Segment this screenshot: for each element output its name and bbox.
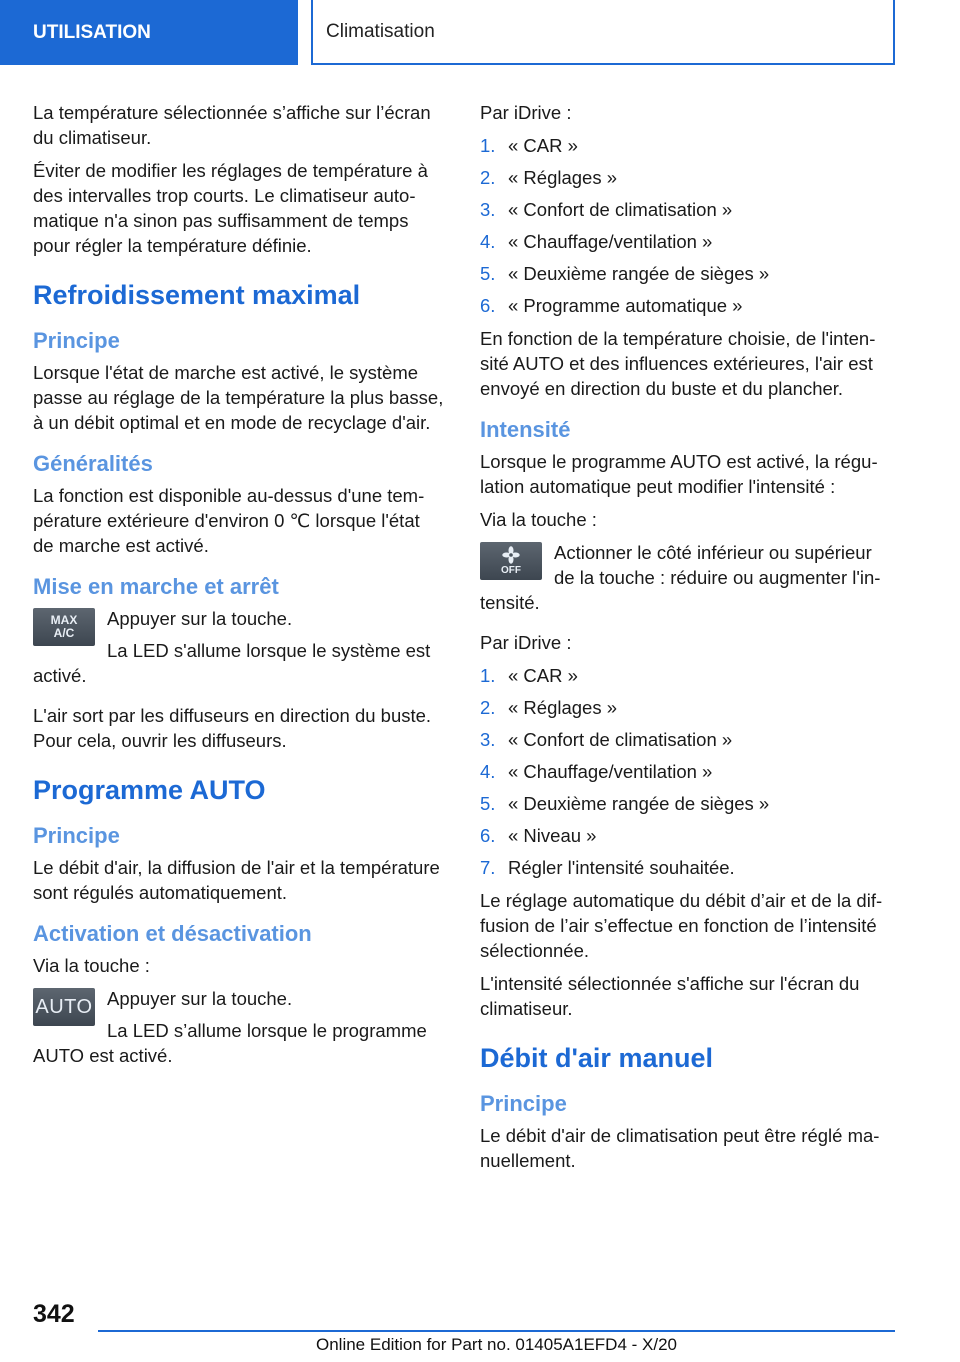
paragraph: La LED s’allume lorsque le programme AUTO est activé. xyxy=(33,1020,427,1066)
paragraph: Lorsque l'état de marche est activé, le système passe au réglage de la température la plus basse, à un débit optimal et en mode de recyclage d'air. xyxy=(33,362,444,433)
step-number: 5. xyxy=(480,263,496,284)
paragraph: Via la touche : xyxy=(33,955,150,976)
section-header xyxy=(0,0,298,65)
paragraph: Appuyer sur la touche. xyxy=(107,988,293,1009)
step-number: 4. xyxy=(480,761,496,782)
step-number: 4. xyxy=(480,231,496,252)
auto-label: AUTO xyxy=(35,995,93,1018)
fan-icon xyxy=(500,546,522,564)
paragraph: Par iDrive : xyxy=(480,632,572,653)
paragraph: Éviter de modifier les réglages de température à des intervalles trop courts. Le climatiseur automatique n'a sinon pas suffisamment de temps pour régler la température définie. xyxy=(33,160,428,256)
list-item xyxy=(480,727,895,752)
step-number: 2. xyxy=(480,697,496,718)
paragraph: La fonction est disponible au-dessus d'une température extérieure d'environ 0 ℃ lorsque l'état de marche est activé. xyxy=(33,485,425,556)
list-item xyxy=(480,759,895,784)
list-item xyxy=(480,229,895,254)
footer-divider xyxy=(98,1330,895,1332)
paragraph: Le débit d'air de climatisation peut être réglé manuellement. xyxy=(480,1125,880,1171)
paragraph: L'air sort par les diffuseurs en direction du buste. Pour cela, ouvrir les diffuseurs. xyxy=(33,705,432,751)
step-text: « Réglages » xyxy=(508,697,618,718)
step-text: « Réglages » xyxy=(508,167,618,188)
paragraph: Lorsque le programme AUTO est activé, la régulation automatique peut modifier l'intensité : xyxy=(480,451,878,497)
step-text: « Deuxième rangée de sièges » xyxy=(508,263,770,284)
step-text: « Confort de climatisation » xyxy=(508,199,733,220)
list-item xyxy=(480,823,895,848)
step-text: « Deuxième rangée de sièges » xyxy=(508,793,770,814)
step-number: 1. xyxy=(480,665,496,686)
max-ac-button-icon xyxy=(33,608,95,646)
paragraph: Le réglage automatique du débit d’air et de la diffusion de l’air s’effectue en fonction de l’intensité sélectionnée. xyxy=(480,890,883,961)
right-column xyxy=(480,100,895,1181)
list-item xyxy=(480,695,895,720)
step-text: « CAR » xyxy=(508,665,578,686)
list-item xyxy=(480,293,895,318)
step-number: 2. xyxy=(480,167,496,188)
step-number: 3. xyxy=(480,199,496,220)
subheading-principe: Principe xyxy=(480,1091,567,1116)
step-text: « CAR » xyxy=(508,135,578,156)
list-item xyxy=(480,791,895,816)
paragraph: L'intensité sélectionnée s'affiche sur l'écran du climatiseur. xyxy=(480,973,860,1019)
list-item xyxy=(480,133,895,158)
paragraph: Appuyer sur la touche. xyxy=(107,608,293,629)
subheading-principe: Principe xyxy=(33,823,120,848)
paragraph: En fonction de la température choisie, de l'intensité AUTO et des influences extérieures, l'air est envoyé en direction du buste et du plancher. xyxy=(480,328,876,399)
list-item xyxy=(480,855,895,880)
subheading-principe: Principe xyxy=(33,328,120,353)
subheading-generalites: Généralités xyxy=(33,451,153,476)
heading-refroidissement: Refroidissement maximal xyxy=(33,280,361,310)
page-number: 342 xyxy=(33,1300,75,1328)
step-text: « Chauffage/ventilation » xyxy=(508,231,713,252)
subheading-mise-en-marche: Mise en marche et arrêt xyxy=(33,574,279,599)
step-number: 3. xyxy=(480,729,496,750)
step-number: 1. xyxy=(480,135,496,156)
left-column xyxy=(33,100,445,1083)
footer-edition: Online Edition for Part no. 01405A1EFD4 - X/20 xyxy=(316,1335,677,1354)
step-text: Régler l'intensité souhaitée. xyxy=(508,857,735,878)
heading-programme-auto: Programme AUTO xyxy=(33,775,266,805)
paragraph: Par iDrive : xyxy=(480,102,572,123)
list-item xyxy=(480,197,895,222)
step-text: « Confort de climatisation » xyxy=(508,729,733,750)
paragraph: La température sélectionnée s’affiche sur l’écran du climatiseur. xyxy=(33,102,431,148)
subheading-intensite: Intensité xyxy=(480,417,571,442)
chapter-title: Climatisation xyxy=(326,20,435,42)
paragraph: La LED s'allume lorsque le système est activé. xyxy=(33,640,431,686)
step-text: « Programme automatique » xyxy=(508,295,743,316)
auto-button-icon xyxy=(33,988,95,1026)
list-item xyxy=(480,663,895,688)
fan-off-label: OFF xyxy=(501,564,521,576)
step-text: « Chauffage/ventilation » xyxy=(508,761,713,782)
paragraph: Actionner le côté inférieur ou supérieur de la touche : réduire ou augmenter l'intensité. xyxy=(480,542,881,613)
step-number: 6. xyxy=(480,825,496,846)
chapter-header xyxy=(311,0,895,65)
max-ac-instruction xyxy=(33,606,445,695)
step-text: « Niveau » xyxy=(508,825,597,846)
list-item xyxy=(480,165,895,190)
fan-button-icon xyxy=(480,542,542,580)
section-title: UTILISATION xyxy=(33,21,151,43)
max-ac-label: MAX A/C xyxy=(50,613,78,640)
heading-debit-manuel: Débit d'air manuel xyxy=(480,1043,713,1073)
paragraph: Via la touche : xyxy=(480,509,597,530)
step-number: 7. xyxy=(480,857,496,878)
list-item xyxy=(480,261,895,286)
auto-instruction xyxy=(33,986,445,1075)
idrive-steps-list xyxy=(480,663,895,880)
fan-instruction xyxy=(480,540,895,622)
step-number: 6. xyxy=(480,295,496,316)
idrive-steps-list xyxy=(480,133,895,318)
paragraph: Le débit d'air, la diffusion de l'air et la température sont régulés automatiquement. xyxy=(33,857,440,903)
subheading-activation: Activation et désactivation xyxy=(33,921,312,946)
step-number: 5. xyxy=(480,793,496,814)
